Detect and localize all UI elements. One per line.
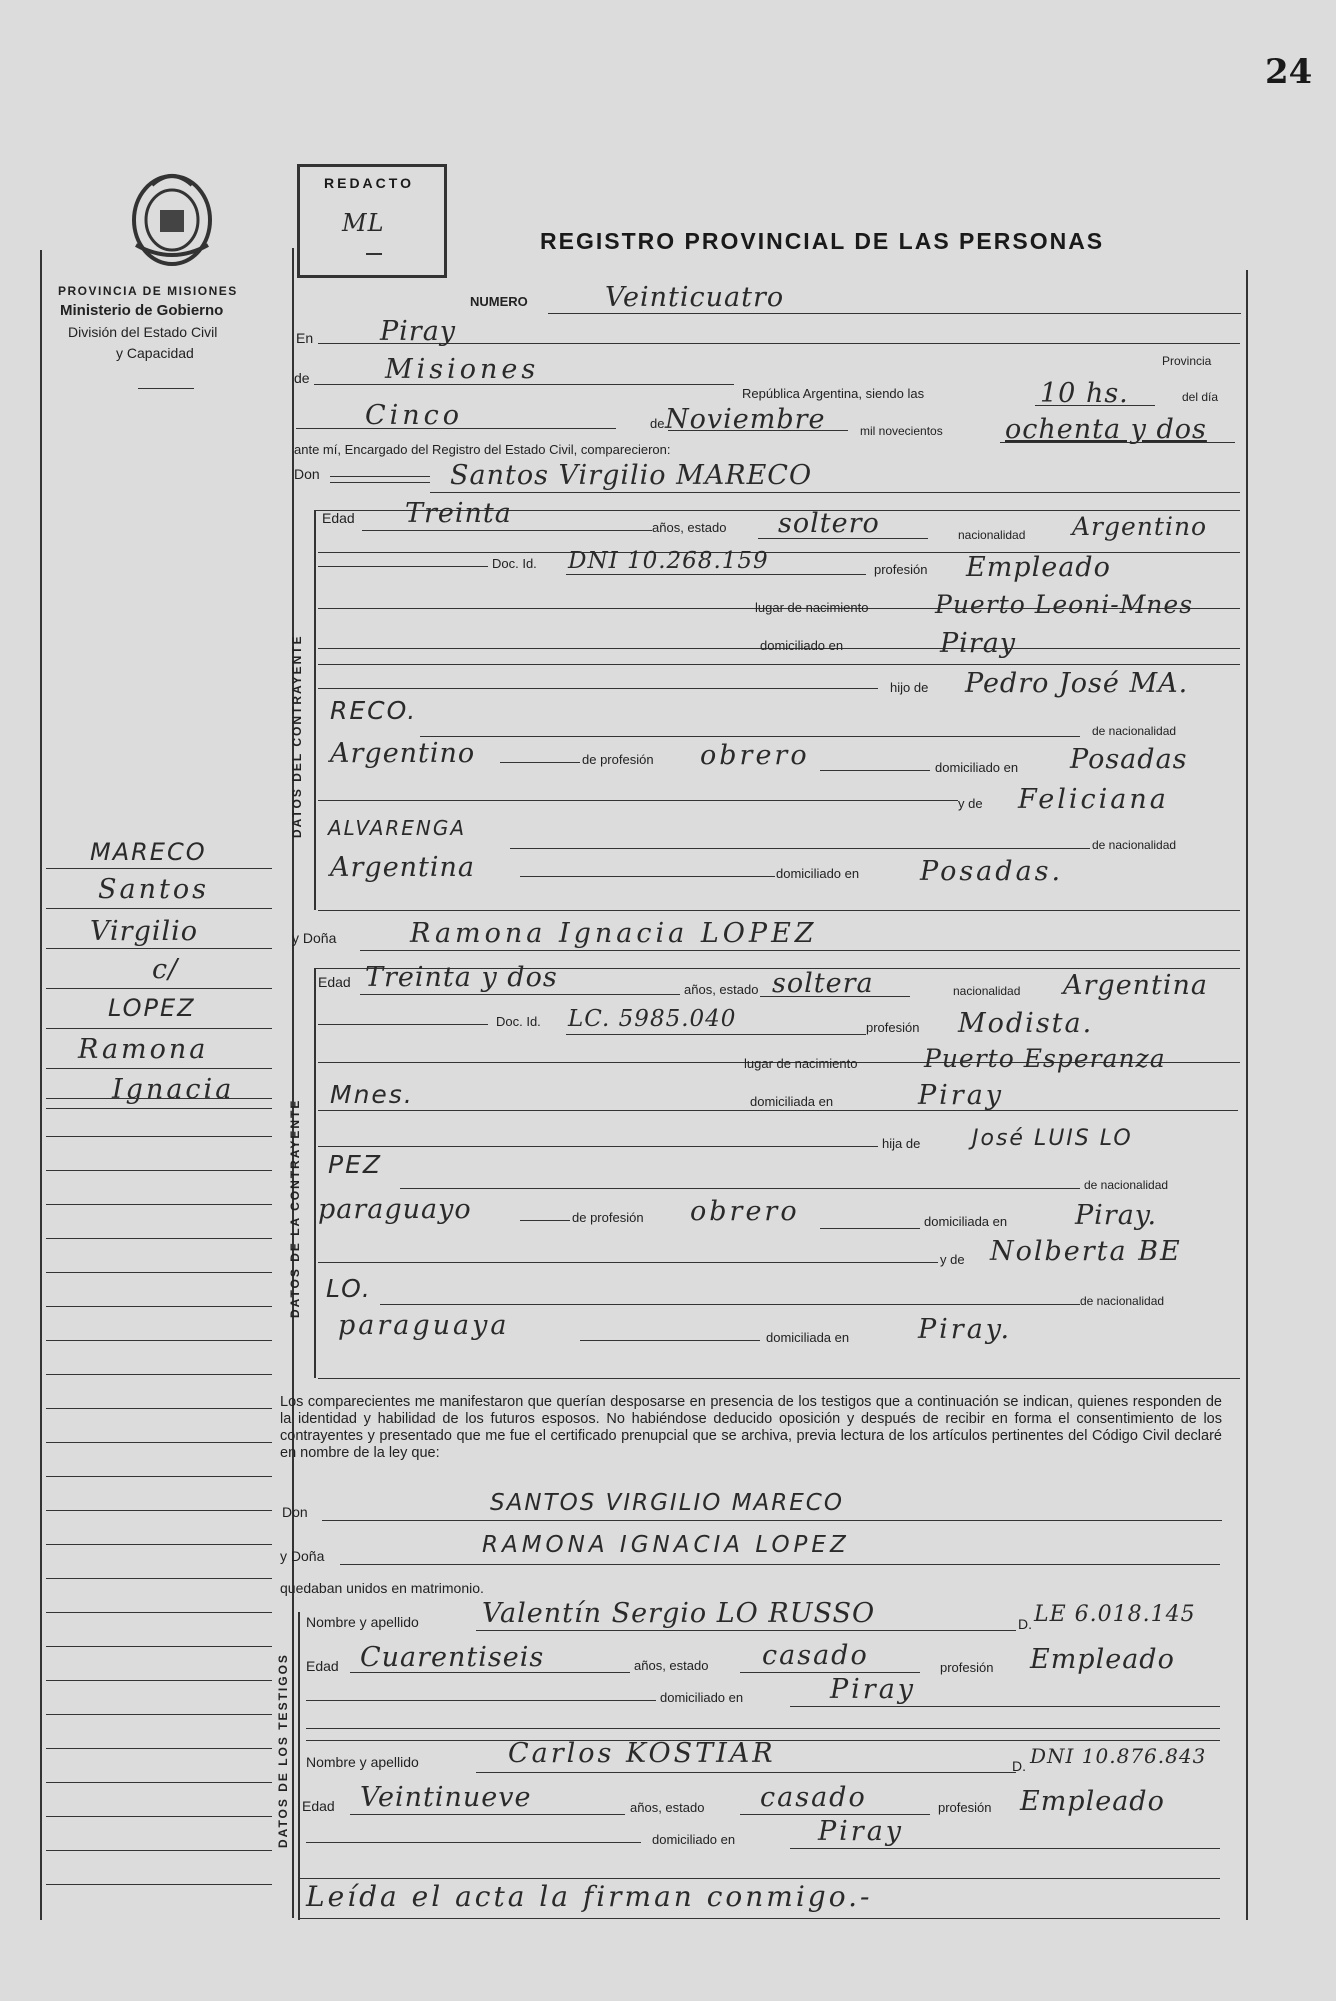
witness2-profesion-label: profesión xyxy=(938,1800,992,1815)
declared-don-label: Don xyxy=(282,1504,308,1520)
de-mes-label: de xyxy=(650,416,665,431)
stamp-label: REDACTO xyxy=(324,175,414,191)
bride-father-a: José LUIS LO xyxy=(972,1126,1133,1151)
bride-profesion: Modista. xyxy=(958,1008,1094,1039)
declared-dona-label: y Doña xyxy=(280,1548,325,1564)
bride-mother-b: LO. xyxy=(326,1274,372,1303)
hijo-de-label: hijo de xyxy=(890,680,929,695)
groom-section-label: DATOS DEL CONTRAYENTE xyxy=(290,634,304,838)
witness1-doc: LE 6.018.145 xyxy=(1034,1602,1196,1627)
hija-de-label: hija de xyxy=(882,1136,921,1151)
groom-doc: DNI 10.268.159 xyxy=(568,548,769,574)
bride-father-nac: paraguayo xyxy=(318,1194,472,1225)
bride-y-de-label: y de xyxy=(940,1252,965,1267)
unidos-label: quedaban unidos en matrimonio. xyxy=(280,1580,484,1596)
witness2-dom-label: domiciliado en xyxy=(652,1832,736,1847)
de-value: Misiones xyxy=(385,354,540,385)
groom-mother-dom: Posadas. xyxy=(920,856,1064,887)
don-label: Don xyxy=(294,466,320,482)
groom-mother-a: Feliciana xyxy=(1018,784,1169,815)
margin-line-7: Ignacia xyxy=(112,1074,235,1105)
witness2-name-label: Nombre y apellido xyxy=(306,1754,419,1770)
witness1-profesion-label: profesión xyxy=(940,1660,994,1675)
groom-father-dom: Posadas xyxy=(1070,744,1188,775)
dona-label: y Doña xyxy=(292,930,337,946)
witness1-estado: casado xyxy=(762,1640,869,1671)
province-label: PROVINCIA DE MISIONES xyxy=(58,284,238,298)
mil-label: mil novecientos xyxy=(860,424,943,438)
margin-line-1: MARECO xyxy=(90,838,207,866)
groom-nacionalidad: Argentino xyxy=(1072,512,1208,541)
bride-name: Ramona Ignacia LOPEZ xyxy=(410,918,818,949)
groom-lugar: Puerto Leoni-Mnes xyxy=(935,590,1194,619)
bride-lugar-2: Mnes. xyxy=(330,1080,414,1109)
bride-father-b: PEZ xyxy=(328,1150,382,1179)
ministry-label: Ministerio de Gobierno xyxy=(60,302,224,319)
witness2-doc: DNI 10.876.843 xyxy=(1030,1744,1207,1768)
bride-profesion-label: profesión xyxy=(866,1020,920,1035)
nacionalidad-label: nacionalidad xyxy=(958,528,1026,542)
witness1-name: Valentín Sergio LO RUSSO xyxy=(482,1598,876,1629)
hora-value: 10 hs. xyxy=(1040,378,1129,409)
bride-de-profesion-label: de profesión xyxy=(572,1210,644,1225)
bride-edad: Treinta y dos xyxy=(365,962,558,993)
declaration-paragraph: Los comparecientes me manifestaron que querían desposarse en presencia de los testigos que a continuación se indican, quienes responden de la identidad y habilidad de los futuros esposos. No habiéndose deducido oposición y después de recibir en forma el consentimiento de los contrayentes y presentado que me fue el certificado prenupcial que se archiva, previa lectura de los artículos pertinentes del Código Civil declaré en nombre de la ley que: xyxy=(280,1394,1222,1461)
page-number: 24 xyxy=(1265,52,1313,92)
bride-father-prof: obrero xyxy=(690,1196,800,1227)
bride-doc-label: Doc. Id. xyxy=(496,1014,541,1029)
declared-don: SANTOS VIRGILIO MARECO xyxy=(490,1490,844,1516)
margin-line-2: Santos xyxy=(98,874,209,905)
division-label-2: y Capacidad xyxy=(116,345,194,361)
de-nacionalidad-label-2: de nacionalidad xyxy=(1092,838,1177,852)
en-value: Piray xyxy=(380,316,457,347)
margin-line-4: c/ xyxy=(152,954,179,985)
witness2-d-label: D. xyxy=(1012,1758,1026,1774)
groom-estado: soltero xyxy=(778,508,880,539)
witness1-anos-label: años, estado xyxy=(634,1658,709,1673)
bride-lugar-label: lugar de nacimiento xyxy=(744,1056,858,1071)
bride-mother-dom: Piray. xyxy=(918,1314,1013,1345)
edad-label: Edad xyxy=(322,510,355,526)
mes-value: Noviembre xyxy=(665,404,826,435)
witness1-d-label: D. xyxy=(1018,1616,1032,1632)
domiciliado-label: domiciliado en xyxy=(760,638,844,653)
provincia-label: Provincia xyxy=(1162,354,1212,368)
witness2-anos-label: años, estado xyxy=(630,1800,705,1815)
bride-domicilio: Piray xyxy=(918,1080,1005,1111)
groom-domicilio: Piray xyxy=(940,628,1017,659)
de-profesion-label: de profesión xyxy=(582,752,654,767)
y-de-label: y de xyxy=(958,796,983,811)
bride-de-nacionalidad-label-2: de nacionalidad xyxy=(1080,1294,1165,1308)
bride-nacionalidad-label: nacionalidad xyxy=(953,984,1021,998)
groom-father-prof: obrero xyxy=(700,740,810,771)
numero-value: Veinticuatro xyxy=(605,282,785,313)
groom-father-nac: Argentino xyxy=(330,738,476,769)
witness2-estado: casado xyxy=(760,1782,867,1813)
groom-mother-nac: Argentina xyxy=(330,852,476,883)
redacto-stamp xyxy=(297,164,447,278)
margin-line-5: LOPEZ xyxy=(108,994,196,1022)
bride-estado: soltera xyxy=(772,968,874,999)
margin-line-3: Virgilio xyxy=(90,916,199,947)
domiciliada-label: domiciliada en xyxy=(750,1094,834,1109)
bride-nacionalidad: Argentina xyxy=(1063,970,1209,1001)
witness2-edad: Veintinueve xyxy=(360,1782,532,1813)
witness1-domicilio: Piray xyxy=(830,1674,917,1705)
en-label: En xyxy=(296,330,314,346)
anio-value: ochenta y dos xyxy=(1005,414,1207,445)
groom-profesion: Empleado xyxy=(966,552,1111,583)
domiciliado-label-2: domiciliado en xyxy=(935,760,1019,775)
bride-edad-label: Edad xyxy=(318,974,351,990)
dia-value: Cinco xyxy=(365,400,464,431)
coat-of-arms-icon xyxy=(122,165,222,270)
bride-doc: LC. 5985.040 xyxy=(568,1006,737,1032)
del-dia-label: del día xyxy=(1182,390,1219,404)
witness2-profesion: Empleado xyxy=(1020,1786,1165,1817)
bride-section-label: DATOS DE LA CONTRAYENTE xyxy=(288,1098,302,1318)
margin-line-6: Ramona xyxy=(78,1034,209,1065)
witnesses-section-label: DATOS DE LOS TESTIGOS xyxy=(276,1653,290,1848)
domiciliada-label-3: domiciliada en xyxy=(766,1330,850,1345)
republica-label: República Argentina, siendo las xyxy=(742,386,925,401)
bride-father-dom: Piray. xyxy=(1075,1200,1158,1231)
declared-dona: RAMONA IGNACIA LOPEZ xyxy=(482,1532,850,1558)
witness1-profesion: Empleado xyxy=(1030,1644,1175,1675)
lugar-nac-label: lugar de nacimiento xyxy=(755,600,869,615)
stamp-initials: ML xyxy=(342,209,385,237)
bride-anos-estado-label: años, estado xyxy=(684,982,759,997)
domiciliada-label-2: domiciliada en xyxy=(924,1214,1008,1229)
doc-label: Doc. Id. xyxy=(492,556,537,571)
groom-father-b: RECO. xyxy=(330,696,418,725)
groom-edad: Treinta xyxy=(405,498,512,529)
de-nacionalidad-label: de nacionalidad xyxy=(1092,724,1177,738)
profesion-label: profesión xyxy=(874,562,928,577)
bride-mother-nac: paraguaya xyxy=(338,1310,510,1341)
domiciliado-label-3: domiciliado en xyxy=(776,866,860,881)
witness2-name: Carlos KOSTIAR xyxy=(508,1738,776,1769)
groom-mother-b: ALVARENGA xyxy=(328,816,467,840)
bride-de-nacionalidad-label: de nacionalidad xyxy=(1084,1178,1169,1192)
groom-father-a: Pedro José MA. xyxy=(965,668,1189,699)
groom-name: Santos Virgilio MARECO xyxy=(450,460,813,491)
witness2-domicilio: Piray xyxy=(818,1816,905,1847)
anos-estado-label: años, estado xyxy=(652,520,727,535)
witness1-name-label: Nombre y apellido xyxy=(306,1614,419,1630)
ante-mi-text: ante mí, Encargado del Registro del Estado Civil, comparecieron: xyxy=(294,442,671,457)
closing-text: Leída el acta la firman conmigo.- xyxy=(306,1880,873,1913)
registry-title: REGISTRO PROVINCIAL DE LAS PERSONAS xyxy=(540,228,1105,254)
bride-lugar: Puerto Esperanza xyxy=(924,1044,1166,1073)
numero-label: NUMERO xyxy=(470,294,528,309)
witness1-edad: Cuarentiseis xyxy=(360,1642,545,1673)
witness1-edad-label: Edad xyxy=(306,1658,339,1674)
witness1-dom-label: domiciliado en xyxy=(660,1690,744,1705)
witness2-edad-label: Edad xyxy=(302,1798,335,1814)
de-label: de xyxy=(294,370,310,386)
bride-mother-a: Nolberta BE xyxy=(990,1236,1182,1267)
division-label: División del Estado Civil xyxy=(68,324,218,340)
